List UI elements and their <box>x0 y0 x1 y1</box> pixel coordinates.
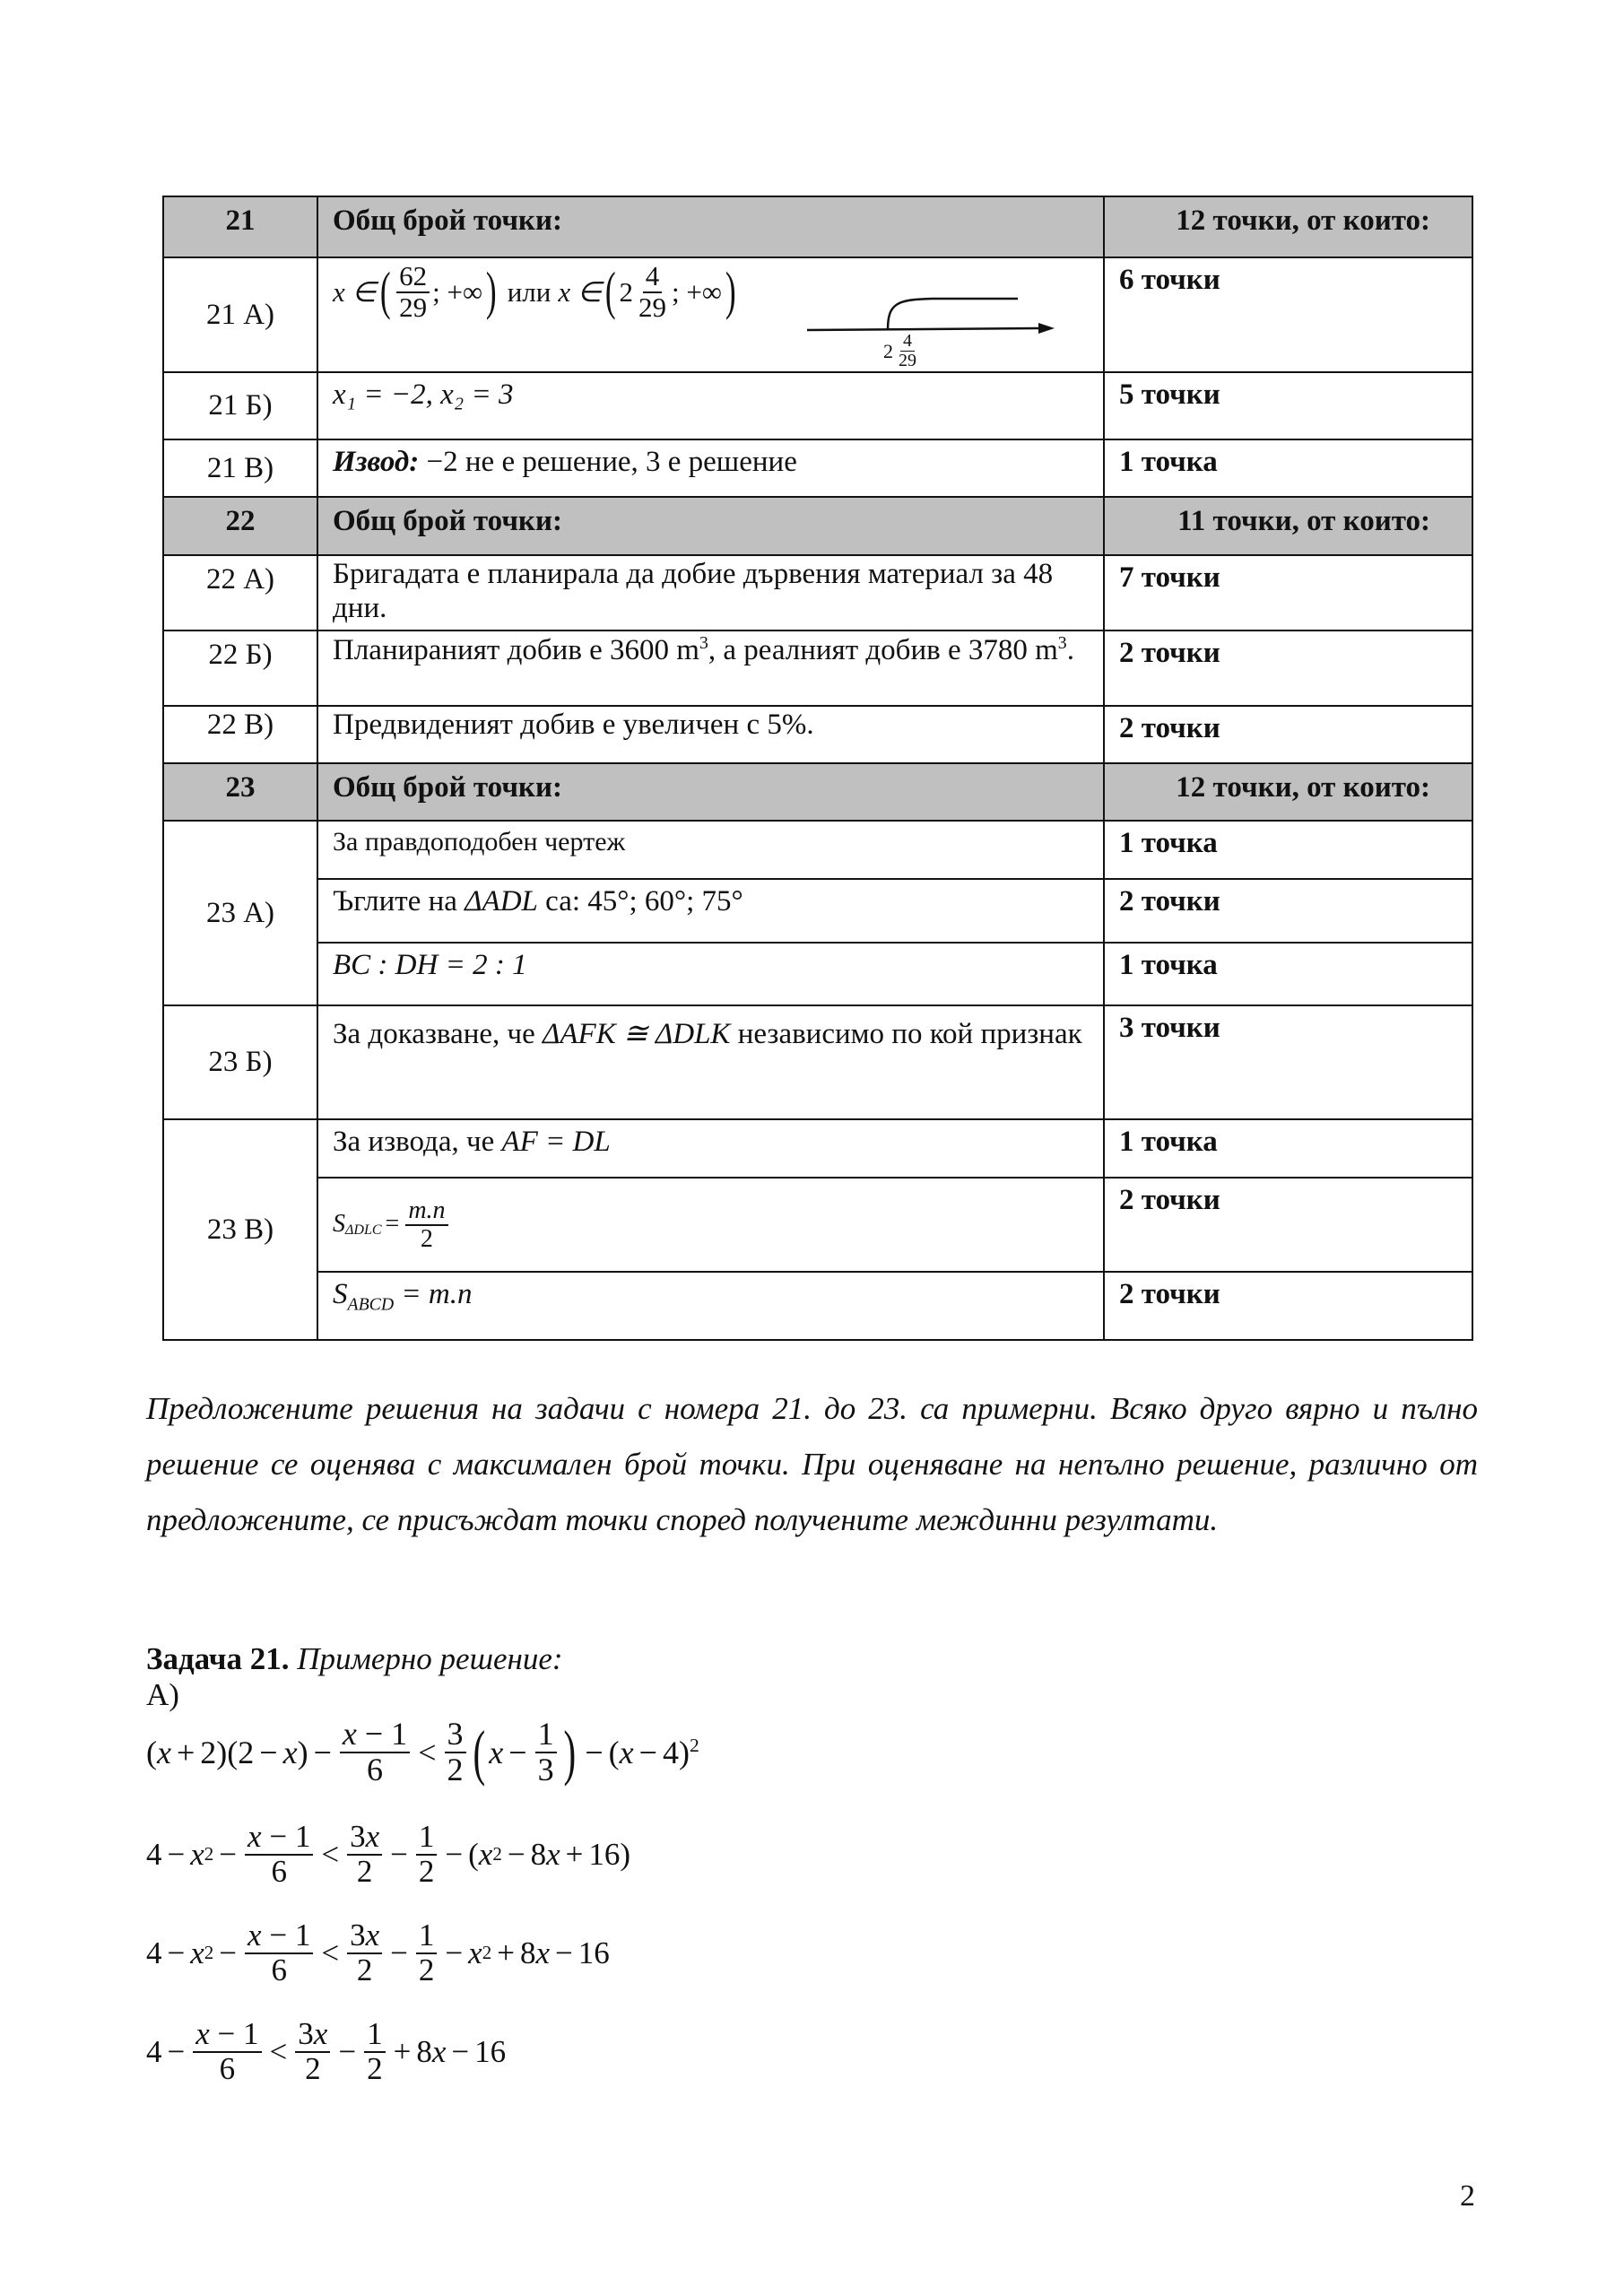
answer-cell: Ъглите на ΔADL са: 45°; 60°; 75° <box>318 880 1105 942</box>
row-label: 23 А) <box>164 822 318 1004</box>
conclusion-label: Извод: <box>333 446 420 478</box>
points: 2 точки <box>1119 712 1220 744</box>
answer-cell: За доказване, че ΔAFK ≅ ΔDLK независимо по кой признак <box>318 1006 1105 1118</box>
points: 2 точки <box>1119 1184 1220 1216</box>
points: 1 точка <box>1119 949 1218 981</box>
solution-region-curve <box>888 299 1018 330</box>
answer-cell: BC : DH = 2 : 1 <box>318 944 1105 1004</box>
task-23c-row <box>318 1273 1472 1339</box>
row-label: 22 Б) <box>164 631 318 705</box>
task-22c-row <box>164 707 1472 764</box>
answer-cell: $S_{ABCD} = m.n$ <box>318 1273 1105 1339</box>
answer-cell <box>318 258 1105 371</box>
points: 2 точки <box>1119 1278 1220 1310</box>
task-21b-row <box>164 373 1472 440</box>
arrow-head-icon <box>1038 323 1055 334</box>
points: 7 точки <box>1119 561 1220 594</box>
total-label: Общ брой точки: <box>318 764 1105 820</box>
number-line-diagram <box>798 276 1094 373</box>
solution-heading: Задача 21. Примерно решение: А) <box>146 1641 563 1712</box>
task-23a-group <box>164 822 1472 1006</box>
task-23a-row <box>318 944 1472 1004</box>
task-22b-row <box>164 631 1472 707</box>
number-line-axis <box>807 328 1040 330</box>
task-21-header-row <box>164 197 1472 258</box>
task-23c-row <box>318 1120 1472 1178</box>
total-points: 12 точки, от които: <box>1176 204 1430 237</box>
answer-cell: За правдоподобен чертеж <box>318 822 1105 878</box>
task-23a-row <box>318 822 1472 880</box>
answer-cell: S $_{\Delta DLC}$ = $\frac{m.n}{2}$ <box>318 1178 1105 1271</box>
row-label: 21 Б) <box>164 373 318 439</box>
fraction: $\frac{4}{29}$ <box>638 260 667 323</box>
points: 1 точка <box>1119 827 1218 859</box>
task-22-header-row <box>164 498 1472 556</box>
task-23b-row <box>164 1006 1472 1120</box>
task-number: 21 <box>164 197 318 257</box>
page-number: 2 <box>1460 2179 1475 2213</box>
task-23c-group <box>164 1120 1472 1339</box>
answer-cell: Бригадата е планирала да добие дървения материал за 48 дни. <box>318 556 1105 630</box>
task-23c-row <box>318 1178 1472 1273</box>
part-label: А) <box>146 1677 179 1712</box>
answer-cell: Предвиденият добив е увеличен с 5%. <box>318 707 1105 762</box>
row-label: 23 В) <box>164 1120 318 1339</box>
points: 1 точка <box>1119 446 1218 478</box>
task-23a-row <box>318 880 1472 944</box>
answer-cell: Извод: −2 не е решение, 3 е решение <box>318 440 1105 496</box>
task-21c-row <box>164 440 1472 498</box>
grading-note: Предложените решения на задачи с номера 21. до 23. са примерни. Всяко друго вярно и пълно решение се оценява с максимален брой точки. При оценяване на непълно решение, различно от предложените, се присъждат точки според получените междинни резултати. <box>146 1391 1478 1537</box>
answer-cell: Планираният добив е 3600 $m^3$, а реалният добив е 3780 $m^3$. <box>318 631 1105 705</box>
task-22a-row <box>164 556 1472 631</box>
total-points: 12 точки, от които: <box>1176 771 1430 804</box>
points: 2 точки <box>1119 637 1220 669</box>
total-label: Общ брой точки: <box>318 197 1105 257</box>
fraction: $\frac{62}{29}$ <box>396 262 430 322</box>
equation-3: 4 − x 2 − $\frac{x - 1}{6}$ < $\frac{3x}{2}$ − $\frac{1}{2}$ − x 2 + 8 x − 16 <box>146 1918 610 1987</box>
points: 3 точки <box>1119 1012 1220 1044</box>
equation-2: 4 − x 2 − $\frac{x - 1}{6}$ < $\frac{3x}{2}$ − $\frac{1}{2}$ − ( x 2 − 8 x + 16) <box>146 1819 631 1889</box>
scoring-table <box>162 196 1473 1341</box>
row-label: 22 В) <box>164 707 318 762</box>
task-number: 22 <box>164 498 318 554</box>
total-points: 11 точки, от които: <box>1177 505 1430 537</box>
row-label: 21 В) <box>164 440 318 496</box>
points: 6 точки <box>1119 264 1220 296</box>
equation-1: ( x + 2)(2 − x ) − $\frac{x - 1}{6}$ < $\frac{3}{2}$ ( x − $\frac{1}{3}$ ) − ( x − 4)$^2$ <box>146 1716 699 1787</box>
points: 5 точки <box>1119 378 1220 411</box>
row-label: 21 А) <box>164 258 318 371</box>
task-23-header-row <box>164 764 1472 822</box>
equation-4: 4 − $\frac{x - 1}{6}$ < $\frac{3x}{2}$ − $\frac{1}{2}$ + 8 x − 16 <box>146 2016 507 2086</box>
answer-cell: За извода, че AF = DL <box>318 1120 1105 1177</box>
points: 1 точка <box>1119 1126 1218 1158</box>
interval-answer: x ∈ ( $\frac{62}{29}$ ; +∞ ) или x ∈ ( 2 $\frac{4}{29}$ ; +∞ ) <box>333 260 736 323</box>
task-number: 23 <box>164 764 318 820</box>
row-label: 23 Б) <box>164 1006 318 1118</box>
answer-cell: x₁ = −2, x₂ = 3 <box>318 373 1105 439</box>
total-label: Общ брой точки: <box>318 498 1105 554</box>
points: 2 точки <box>1119 885 1220 918</box>
row-label: 22 А) <box>164 556 318 630</box>
number-line-mark: 2 $\frac{4}{29}$ <box>883 331 916 370</box>
task-21a-row <box>164 258 1472 373</box>
